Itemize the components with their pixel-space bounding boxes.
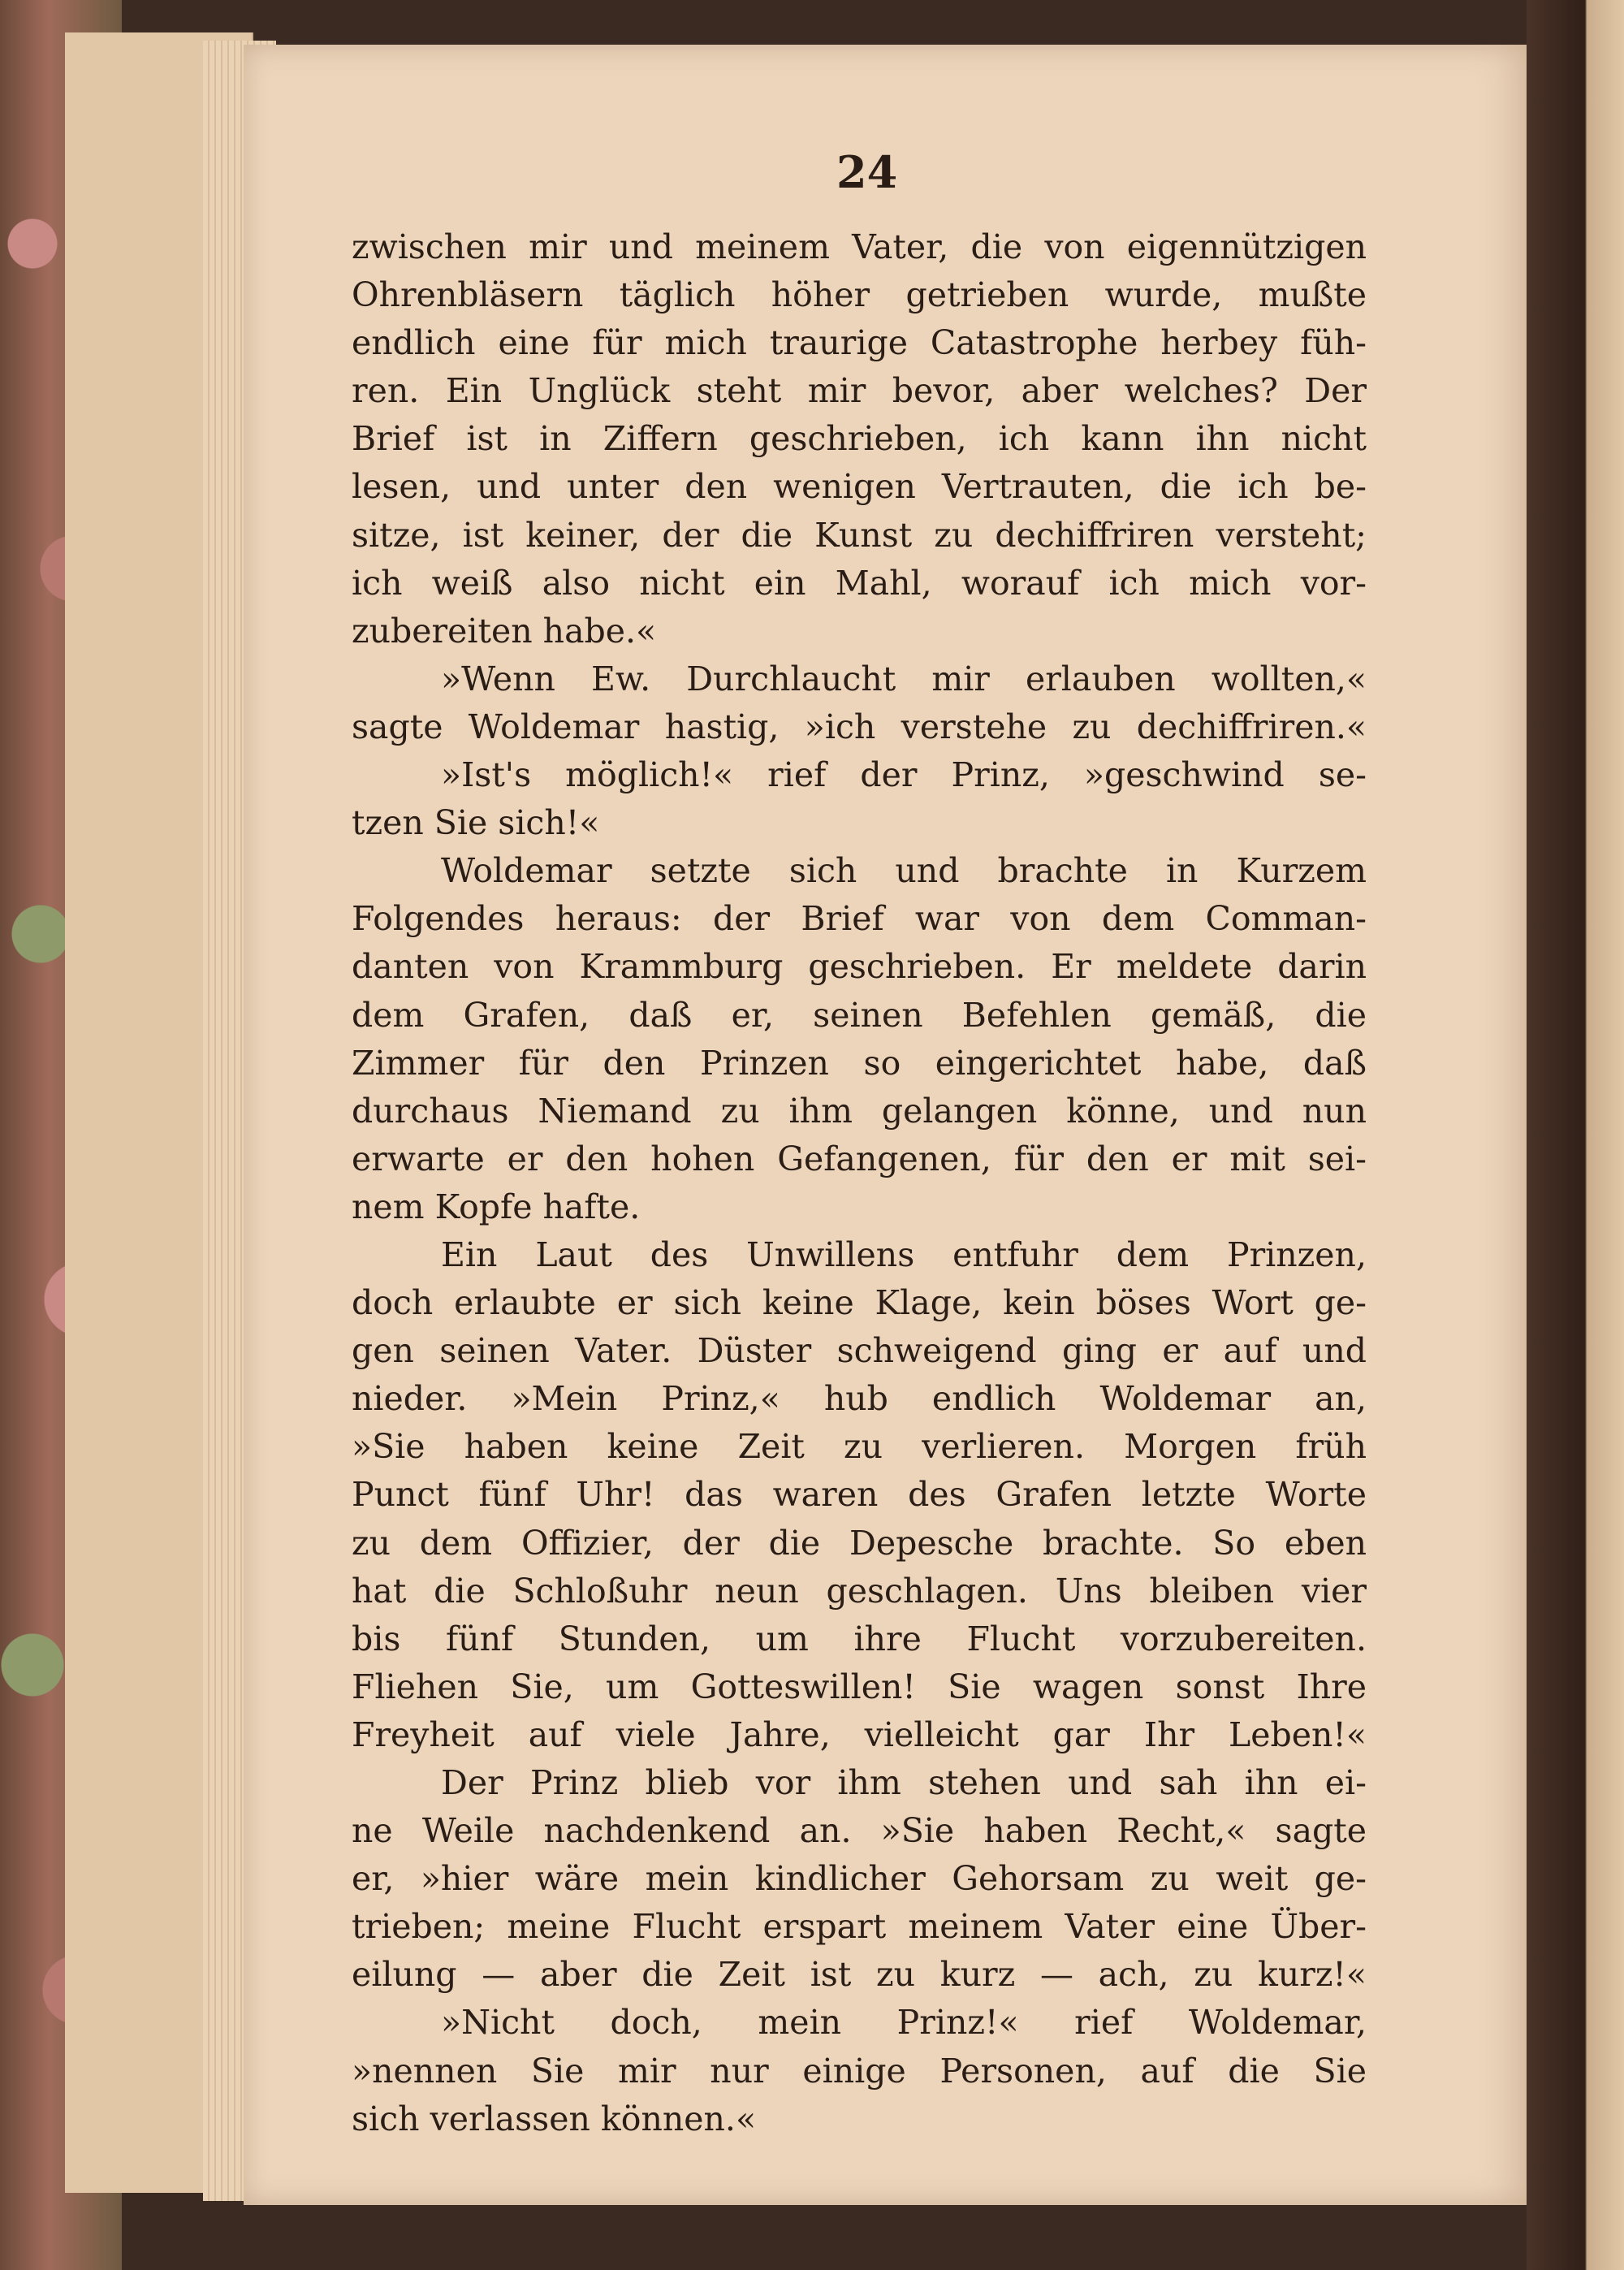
text-line: nem Kopfe hafte. <box>352 1187 641 1226</box>
text-line: endlich eine für mich traurige Catastrophe herbey füh- <box>352 323 1367 363</box>
text-line: bis fünf Stunden, um ihre Flucht vorzubereiten. <box>352 1619 1367 1658</box>
text-line: zu dem Offizier, der die Depesche brachte. So eben <box>352 1523 1367 1563</box>
text-line: sagte Woldemar hastig, »ich verstehe zu dechiffriren.« <box>352 707 1367 746</box>
text-line: »Sie haben keine Zeit zu verlieren. Morgen früh <box>352 1427 1367 1467</box>
text-line: trieben; meine Flucht erspart meinem Vater eine Über- <box>352 1907 1367 1947</box>
text-line: »nennen Sie mir nur einige Personen, auf die Sie <box>352 2051 1367 2091</box>
text-line: tzen Sie sich!« <box>352 803 600 843</box>
page-number: 24 <box>836 146 898 198</box>
text-line: hat die Schloßuhr neun geschlagen. Uns bleiben vier <box>352 1571 1367 1611</box>
text-line: Punct fünf Uhr! das waren des Grafen letzte Worte <box>352 1475 1367 1515</box>
text-line: dem Grafen, daß er, seinen Befehlen gemäß, die <box>352 995 1367 1035</box>
text-line: Zimmer für den Prinzen so eingerichtet habe, daß <box>352 1043 1367 1083</box>
text-line: Brief ist in Ziffern geschrieben, ich kann ihn nicht <box>352 419 1367 459</box>
text-line: er, »hier wäre mein kindlicher Gehorsam zu weit ge- <box>352 1859 1367 1899</box>
text-line: Freyheit auf viele Jahre, vielleicht gar Ihr Leben!« <box>352 1714 1367 1754</box>
text-line: »Nicht doch, mein Prinz!« rief Woldemar, <box>441 2003 1367 2043</box>
text-line: Woldemar setzte sich und brachte in Kurzem <box>441 851 1367 891</box>
text-line: ren. Ein Unglück steht mir bevor, aber welches? Der <box>352 371 1367 411</box>
text-line: sitze, ist keiner, der die Kunst zu dechiffriren versteht; <box>352 515 1367 555</box>
text-line: doch erlaubte er sich keine Klage, kein böses Wort ge- <box>352 1283 1367 1323</box>
text-line: gen seinen Vater. Düster schweigend ging er auf und <box>352 1331 1367 1371</box>
text-line: Fliehen Sie, um Gotteswillen! Sie wagen sonst Ihre <box>352 1667 1367 1706</box>
text-line: eilung — aber die Zeit ist zu kurz — ach, zu kurz!« <box>352 1955 1367 1995</box>
right-cover-edge <box>1527 0 1624 2270</box>
text-line: erwarte er den hohen Gefangenen, für den er mit sei- <box>352 1139 1367 1178</box>
text-line: nieder. »Mein Prinz,« hub endlich Woldemar an, <box>352 1379 1367 1419</box>
text-line: danten von Krammburg geschrieben. Er meldete darin <box>352 947 1367 987</box>
body-text <box>352 223 1367 2143</box>
text-line: Ein Laut des Unwillens entfuhr dem Prinzen, <box>441 1234 1367 1274</box>
text-line: Folgendes heraus: der Brief war von dem Comman- <box>352 899 1367 939</box>
text-line: »Wenn Ew. Durchlaucht mir erlauben wollten,« <box>441 659 1367 698</box>
text-line: Der Prinz blieb vor ihm stehen und sah ihn ei- <box>441 1763 1367 1802</box>
text-line: ne Weile nachdenkend an. »Sie haben Recht,« sagte <box>352 1811 1367 1851</box>
text-line: ich weiß also nicht ein Mahl, worauf ich mich vor- <box>352 563 1367 603</box>
text-line: Ohrenbläsern täglich höher getrieben wurde, mußte <box>352 275 1367 315</box>
text-line: »Ist's möglich!« rief der Prinz, »geschwind se- <box>441 755 1367 795</box>
text-line: durchaus Niemand zu ihm gelangen könne, und nun <box>352 1091 1367 1131</box>
text-line: zubereiten habe.« <box>352 611 657 651</box>
text-line: sich verlassen können.« <box>352 2099 757 2138</box>
text-line: lesen, und unter den wenigen Vertrauten, die ich be- <box>352 467 1367 507</box>
text-line: zwischen mir und meinem Vater, die von eigennützigen <box>352 227 1367 266</box>
